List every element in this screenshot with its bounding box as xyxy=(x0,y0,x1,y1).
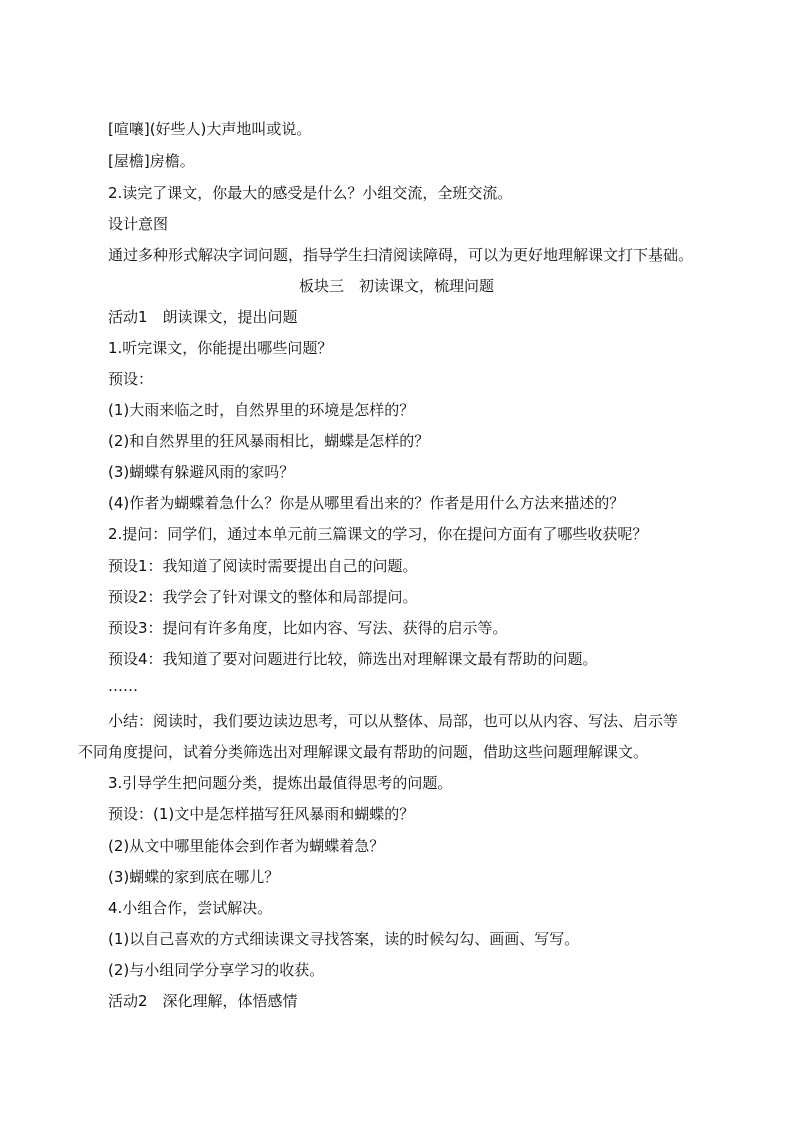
preset-1: 预设1：我知道了阅读时需要提出自己的问题。 xyxy=(108,557,418,575)
preset-3: 预设3：提问有许多角度，比如内容、写法、获得的启示等。 xyxy=(108,619,508,637)
preset-item-3: (3)蝴蝶有躲避风雨的家吗？ xyxy=(108,463,295,481)
vocab-xuanrang: [喧嚷](好些人)大声地叫或说。 xyxy=(108,120,312,138)
vocab-wuyan: [屋檐]房檐。 xyxy=(108,152,195,170)
preset-label: 预设： xyxy=(108,370,154,388)
activity-2-heading: 活动2 深化理解，体悟感情 xyxy=(108,992,298,1010)
design-intent-heading: 设计意图 xyxy=(108,215,169,233)
design-intent-text: 通过多种形式解决字词问题，指导学生扫清阅读障碍，可以为更好地理解课文打下基础。 xyxy=(108,246,694,264)
preset-2: 预设2：我学会了针对课文的整体和局部提问。 xyxy=(108,588,418,606)
preset-item-1: (1)大雨来临之时，自然界里的环境是怎样的？ xyxy=(108,401,415,419)
preset-4: 预设4：我知道了要对问题进行比较，筛选出对理解课文最有帮助的问题。 xyxy=(108,650,598,668)
question-3: 3.引导学生把问题分类，提炼出最值得思考的问题。 xyxy=(108,774,453,792)
preset-item-2: (2)和自然界里的狂风暴雨相比，蝴蝶是怎样的？ xyxy=(108,432,430,450)
preset-category-2: (2)从文中哪里能体会到作者为蝴蝶着急？ xyxy=(108,837,385,855)
step-1: (1)以自己喜欢的方式细读课文寻找答案，读的时候勾勾、画画、写写。 xyxy=(108,930,580,948)
question-4: 4.小组合作，尝试解决。 xyxy=(108,899,273,917)
step-2: (2)与小组同学分享学习的收获。 xyxy=(108,961,325,979)
summary-line-1: 小结：阅读时，我们要边读边思考，可以从整体、局部，也可以从内容、写法、启示等 xyxy=(108,712,679,730)
preset-category-1: 预设：(1)文中是怎样描写狂风暴雨和蝴蝶的？ xyxy=(108,805,415,823)
question-2-prompt: 2.提问：同学们，通过本单元前三篇课文的学习，你在提问方面有了哪些收获呢？ xyxy=(108,525,648,543)
activity-1-heading: 活动1 朗读课文，提出问题 xyxy=(108,308,298,326)
question-1: 1.听完课文，你能提出哪些问题？ xyxy=(108,339,333,357)
section-heading: 板块三 初读课文，梳理问题 xyxy=(298,277,494,295)
ellipsis: …… xyxy=(108,677,138,695)
summary-line-2: 不同角度提问，试着分类筛选出对理解课文最有帮助的问题，借助这些问题理解课文。 xyxy=(78,743,649,761)
question-2-feeling: 2.读完了课文，你最大的感受是什么？小组交流，全班交流。 xyxy=(108,184,513,202)
preset-item-4: (4)作者为蝴蝶着急什么？你是从哪里看出来的？作者是用什么方法来描述的？ xyxy=(108,494,625,512)
preset-category-3: (3)蝴蝶的家到底在哪儿？ xyxy=(108,868,280,886)
